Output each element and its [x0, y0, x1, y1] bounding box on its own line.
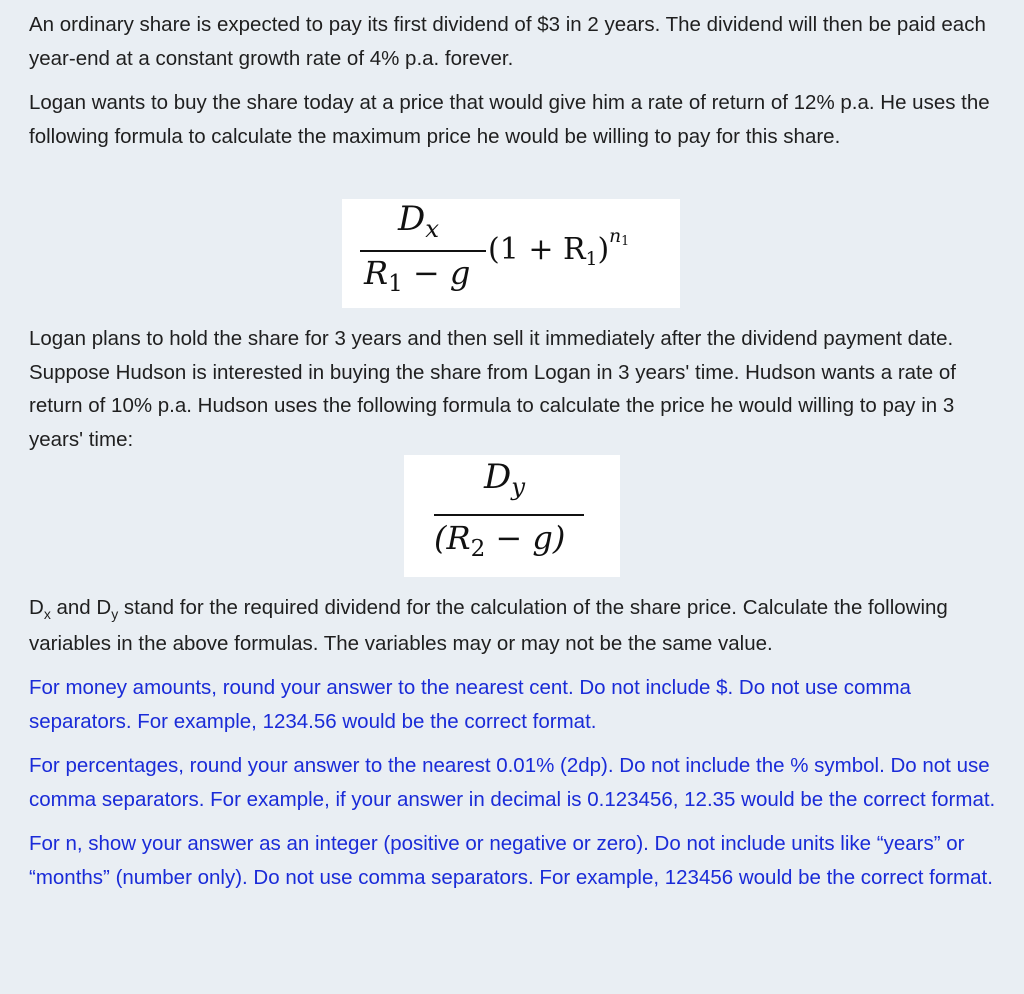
question-content [29, 8, 1004, 153]
formula2-numerator: $D_y$ [484, 457, 526, 502]
paragraph-hudson: Logan plans to hold the share for 3 years and then sell it immediately after the dividend payment date. Suppose Hudson is interested in buying the share from Logan in 3 years' time. Hudson wants a rate of return of 10% p.a. Hudson uses the following formula to calculate the price he would willing to pay in 3 years' time: [29, 327, 956, 451]
question-content-3 [29, 591, 1004, 894]
formula2-fraction-line [434, 514, 584, 516]
formula1-fraction-line [360, 250, 486, 252]
instruction-n: For n, show your answer as an integer (positive or negative or zero). Do not include units like “years” or “months” (number only). Do not use comma separators. For example, 123456 would be the correct format. [29, 832, 993, 889]
paragraph-logan-buy: Logan wants to buy the share today at a price that would give him a rate of return of 12% p.a. He uses the following formula to calculate the maximum price he would be willing to pay for this share. [29, 91, 990, 148]
formula-logan-price [342, 199, 680, 308]
formula1-denominator: $R_1 - g$ [364, 254, 471, 297]
formula-hudson-price [404, 455, 620, 577]
instruction-money: For money amounts, round your answer to the nearest cent. Do not include $. Do not use comma separators. For example, 1234.56 would be the correct format. [29, 676, 911, 733]
formula1-growth-term: $(1 + R1)^{n1}$ [488, 226, 630, 270]
formula1-numerator: $D_x$ [398, 199, 440, 244]
paragraph-variables: $D_x$ and $D_y$ stand for the required dividend for the calculation of the share price. Calculate the following variables in the above formulas. The variables may or may not be the same value. [29, 596, 948, 655]
formula2-denominator: $(R_2 - g)$ [434, 519, 566, 562]
instruction-percentage: For percentages, round your answer to the nearest 0.01% (2dp). Do not include the % symbol. Do not use comma separators. For example, if your answer in decimal is 0.123456, 12.35 would be the correct format. [29, 754, 996, 811]
paragraph-dividend-info: An ordinary share is expected to pay its first dividend of $3 in 2 years. The dividend will then be paid each year-end at a constant growth rate of 4% p.a. forever. [29, 13, 986, 70]
question-content-2 [29, 322, 1004, 456]
